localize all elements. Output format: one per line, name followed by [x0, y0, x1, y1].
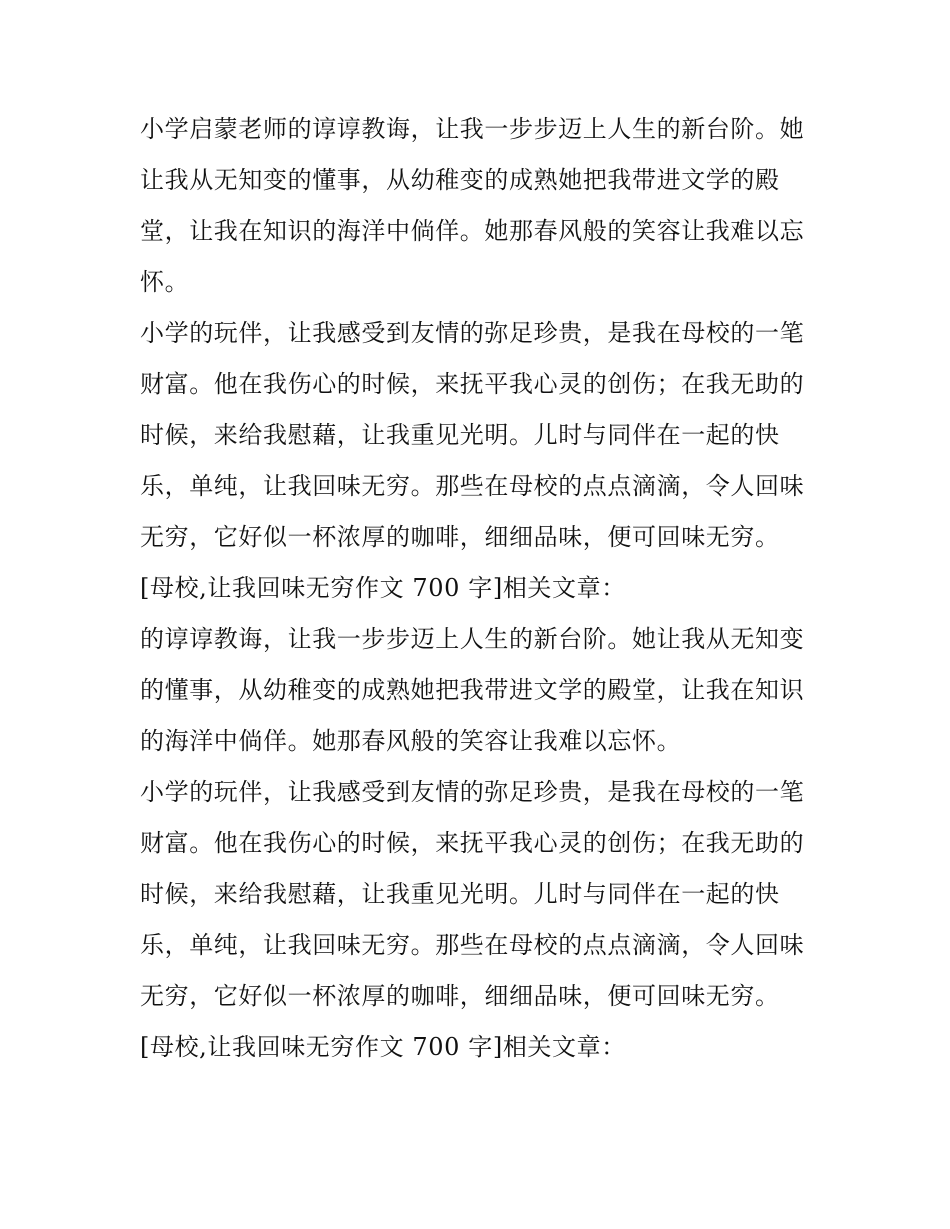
paragraph-playmate — [140, 308, 812, 563]
text-line: 财富。他在我伤心的时候，来抚平我心灵的创伤；在我无助的 — [140, 829, 805, 857]
paragraph-teacher-repeat — [140, 614, 812, 767]
text-line: 无穷，它好似一杯浓厚的咖啡，细细品味，便可回味无穷。 — [140, 523, 780, 551]
text-line: 乐，单纯，让我回味无穷。那些在母校的点点滴滴，令人回味 — [140, 472, 805, 500]
document-body — [140, 104, 812, 1073]
text-line: 的懂事，从幼稚变的成熟她把我带进文学的殿堂，让我在知识 — [140, 676, 805, 704]
text-line: 小学启蒙老师的谆谆教诲，让我一步步迈上人生的新台阶。她 — [140, 115, 805, 143]
related-articles-heading-repeat — [140, 1022, 812, 1073]
text-line: 让我从无知变的懂事，从幼稚变的成熟她把我带进文学的殿 — [140, 166, 780, 194]
text-line: 无穷，它好似一杯浓厚的咖啡，细细品味，便可回味无穷。 — [140, 982, 780, 1010]
text-line: 财富。他在我伤心的时候，来抚平我心灵的创伤；在我无助的 — [140, 370, 805, 398]
text-line: 时候，来给我慰藉，让我重见光明。儿时与同伴在一起的快 — [140, 421, 780, 449]
text-line: 小学的玩伴，让我感受到友情的弥足珍贵，是我在母校的一笔 — [140, 778, 805, 806]
text-line: [母校,让我回味无穷作文 700 字]相关文章： — [140, 1033, 626, 1061]
text-line: 小学的玩伴，让我感受到友情的弥足珍贵，是我在母校的一笔 — [140, 319, 805, 347]
related-articles-heading — [140, 563, 812, 614]
text-line: 时候，来给我慰藉，让我重见光明。儿时与同伴在一起的快 — [140, 880, 780, 908]
text-line: 的谆谆教诲，让我一步步迈上人生的新台阶。她让我从无知变 — [140, 625, 805, 653]
text-line: [母校,让我回味无穷作文 700 字]相关文章： — [140, 574, 626, 602]
text-line: 怀。 — [140, 268, 190, 296]
text-line: 的海洋中倘佯。她那春风般的笑容让我难以忘怀。 — [140, 727, 682, 755]
text-line: 乐，单纯，让我回味无穷。那些在母校的点点滴滴，令人回味 — [140, 931, 805, 959]
paragraph-playmate-repeat — [140, 767, 812, 1022]
paragraph-teacher — [140, 104, 812, 308]
text-line: 堂，让我在知识的海洋中倘佯。她那春风般的笑容让我难以忘 — [140, 217, 805, 245]
